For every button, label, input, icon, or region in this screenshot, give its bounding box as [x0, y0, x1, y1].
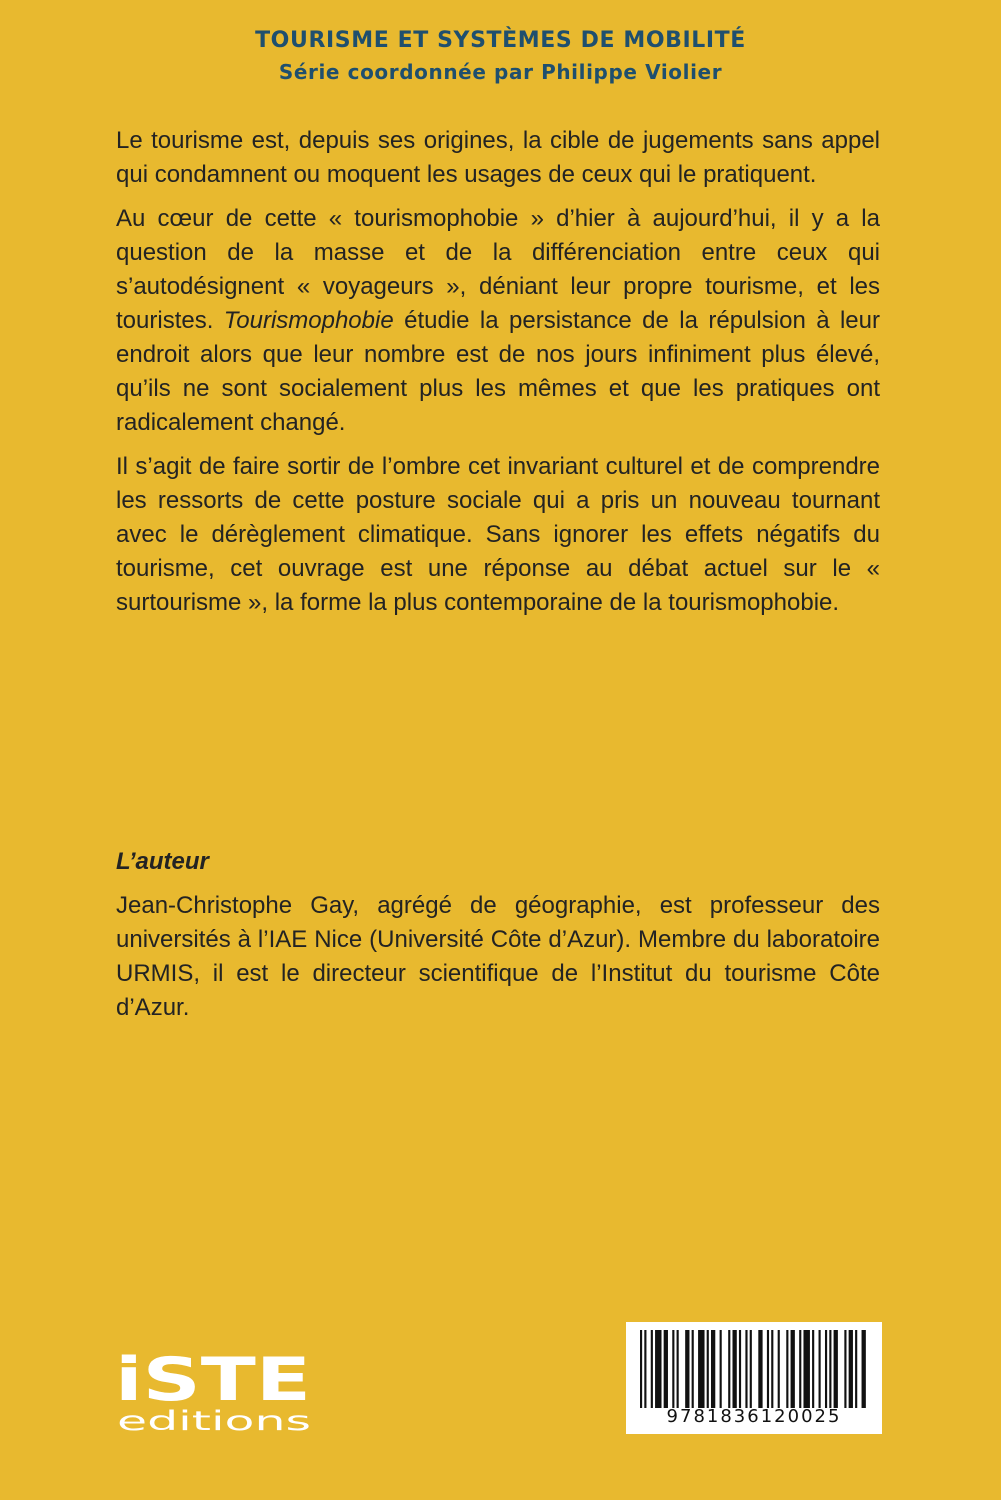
author-bio: Jean-Christophe Gay, agrégé de géographie, est professeur des universités à l’IAE Nice (Université Côte d’Azur). Membre du laboratoire URMIS, il est le directeur scientifique de l’Institut du tourisme Côte d’Azur.: [116, 892, 880, 1021]
barcode-bar: [677, 1330, 679, 1408]
barcode-bar: [692, 1330, 694, 1408]
logo-editions-text: editions: [117, 1406, 311, 1434]
logo-iste-text: iSTE: [115, 1348, 311, 1415]
barcode-bar: [791, 1330, 795, 1408]
blurb-paragraph-2-start: Au cœur de cette « tourismophobie » d’hier à aujourd’hui, il y a la question de la masse et de la différenciation entre ceux qui s’autodésignent « voyageurs », déniant leur propre tourisme, et les touristes.: [116, 205, 880, 334]
barcode-bar: [862, 1330, 866, 1408]
book-title-italic: Tourismophobie: [223, 307, 394, 334]
series-title: TOURISME ET SYSTÈMES DE MOBILITÉ: [255, 28, 746, 53]
barcode-bar: [640, 1330, 642, 1408]
barcode-bar: [732, 1330, 736, 1408]
barcode-bar: [707, 1330, 709, 1408]
barcode-bar: [664, 1330, 668, 1408]
isbn-number: 9781836120025: [666, 1406, 842, 1427]
barcode-bar: [771, 1330, 773, 1408]
series-subtitle: Série coordonnée par Philippe Violier: [278, 60, 723, 84]
barcode-bar: [728, 1330, 730, 1408]
barcode-bar: [819, 1330, 821, 1408]
barcode-bar: [767, 1330, 769, 1408]
barcode-bar: [672, 1330, 674, 1408]
barcode-bar: [799, 1330, 801, 1408]
barcode-bar: [745, 1330, 747, 1408]
barcode-bar: [644, 1330, 646, 1408]
barcode-bar: [778, 1330, 780, 1408]
barcode-bars: [640, 1330, 868, 1408]
barcode-bar: [834, 1330, 838, 1408]
barcode-bar: [750, 1330, 752, 1408]
barcode-bar: [651, 1330, 653, 1408]
barcode-bar: [786, 1330, 788, 1408]
blurb-paragraph-2: [116, 202, 880, 440]
iste-logo-graphic: [115, 1348, 315, 1434]
series-header: [0, 26, 1001, 86]
barcode-bar: [849, 1330, 853, 1408]
blurb-paragraph-3: Il s’agit de faire sortir de l’ombre cet invariant culturel et de comprendre les ressorts de cette posture sociale qui a pris un nouveau tournant avec le dérèglement climatique. Sans ignorer les effets négatifs du tourisme, cet ouvrage est une réponse au débat actuel sur le « surtourisme », la forme la plus contemporaine de la tourismophobie.: [116, 453, 880, 616]
barcode-bar: [803, 1330, 809, 1408]
author-heading: L’auteur: [116, 848, 209, 875]
barcode-bar: [758, 1330, 762, 1408]
isbn-barcode: [626, 1322, 882, 1434]
barcode-bar: [720, 1330, 722, 1408]
barcode-bar: [855, 1330, 857, 1408]
barcode-bar: [844, 1330, 846, 1408]
barcode-bar: [685, 1330, 689, 1408]
barcode-bar: [711, 1330, 715, 1408]
back-cover-blurb: [116, 124, 880, 630]
barcode-bar: [825, 1330, 827, 1408]
author-section: [116, 845, 880, 1035]
barcode-bar: [739, 1330, 741, 1408]
barcode-bar: [812, 1330, 814, 1408]
blurb-paragraph-1: Le tourisme est, depuis ses origines, la cible de jugements sans appel qui condamnent ou moquent les usages de ceux qui le pratiquent.: [116, 127, 880, 188]
barcode-bar: [698, 1330, 704, 1408]
barcode-bar: [655, 1330, 661, 1408]
blurb-paragraph-2-end: étudie la persistance de la répulsion à leur endroit alors que leur nombre est de nos jours infiniment plus élevé, qu’ils ne sont socialement plus les mêmes et que les pratiques ont radicalement changé.: [116, 307, 880, 436]
iste-editions-logo: [115, 1348, 315, 1434]
barcode-bar: [829, 1330, 831, 1408]
